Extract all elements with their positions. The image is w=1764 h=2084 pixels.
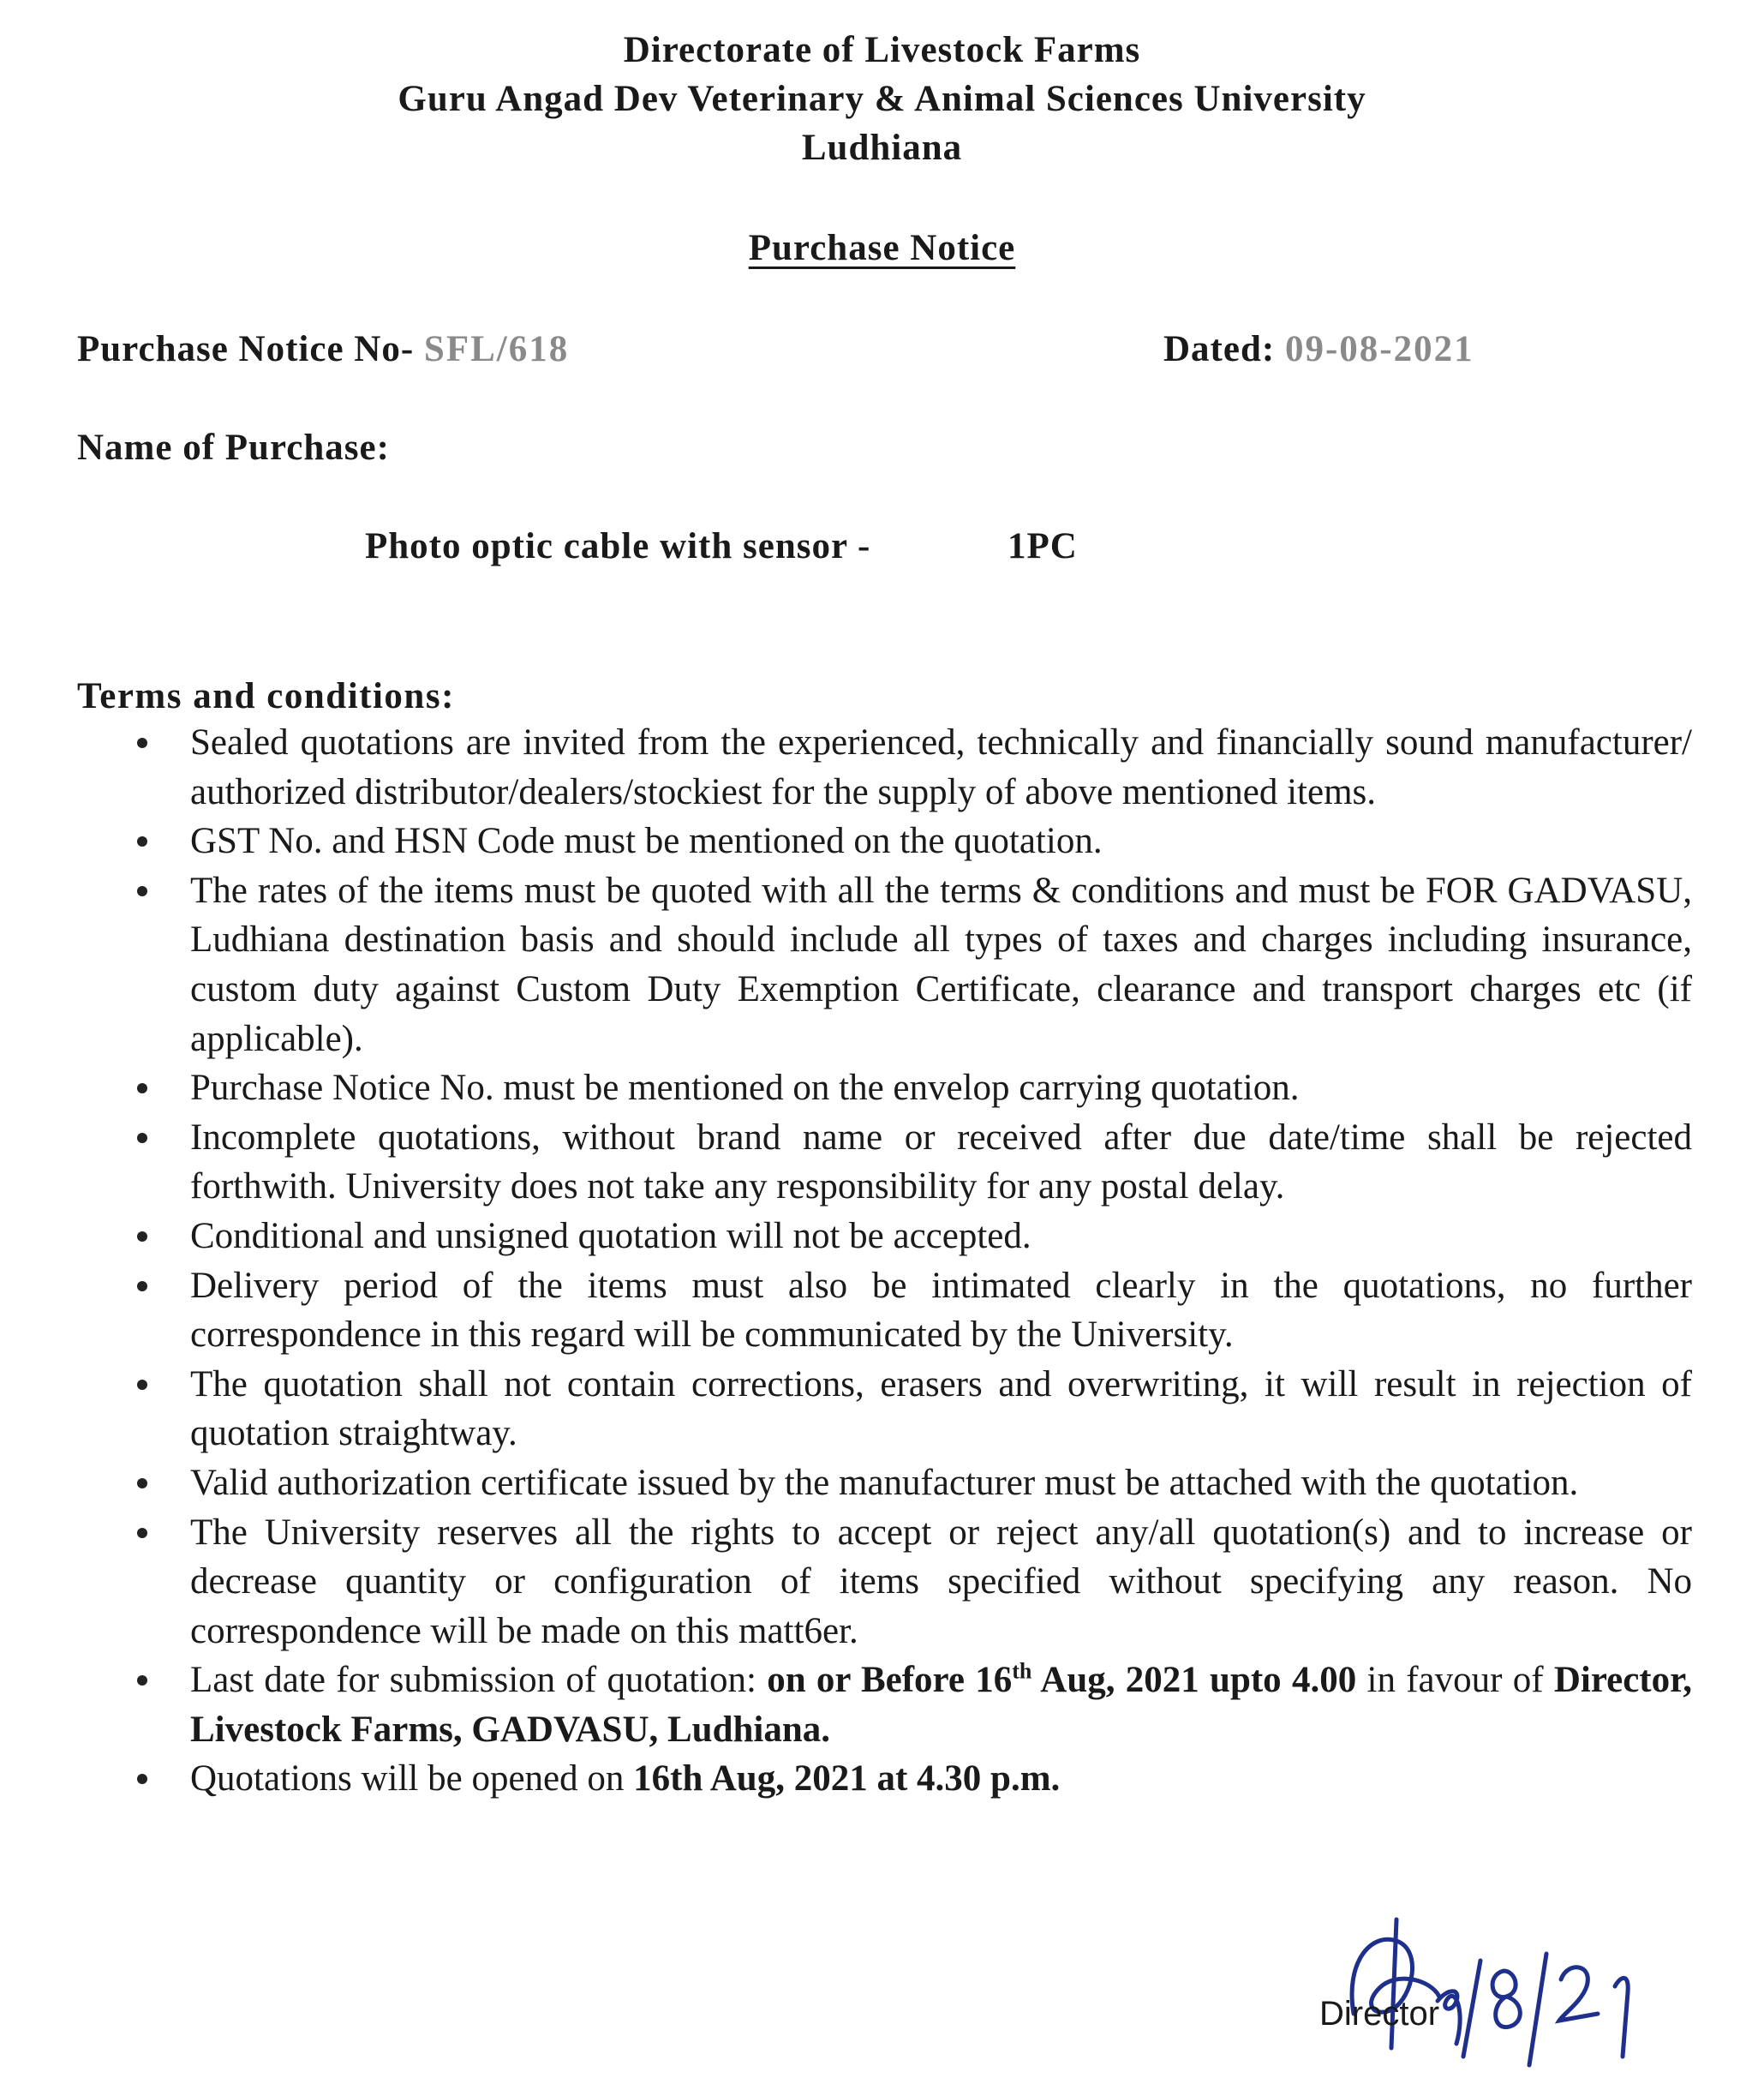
term-item bbox=[0, 1113, 1764, 1212]
term-text: The quotation shall not contain corrections, erasers and overwriting, it will result in rejection of quotation straightway. bbox=[190, 1363, 1692, 1454]
bullet-icon bbox=[137, 1133, 147, 1143]
term-text: Valid authorization certificate issued by the manufacturer must be attached with the quotation. bbox=[190, 1462, 1579, 1503]
term-text: The University reserves all the rights to accept or reject any/all quotation(s) and to increase or decrease quantity or configuration of items specified without specifying any reason. No correspondence will be made on this matt6er. bbox=[190, 1512, 1692, 1651]
bullet-icon bbox=[137, 1528, 147, 1538]
term-text: GST No. and HSN Code must be mentioned on the quotation. bbox=[190, 821, 1103, 862]
handwritten-signature bbox=[1311, 1885, 1671, 2084]
item-name: Photo optic cable with sensor - bbox=[365, 526, 871, 566]
term-item bbox=[0, 1063, 1764, 1113]
bullet-icon bbox=[137, 836, 147, 847]
term-text: Sealed quotations are invited from the experienced, technically and financially sound manufacturer/ authorized distributor/dealers/stockiest for the supply of above mentioned items. bbox=[190, 722, 1692, 812]
last-date-superscript: th bbox=[1012, 1658, 1032, 1684]
opening-prefix: Quotations will be opened on bbox=[190, 1758, 634, 1800]
term-text: Delivery period of the items must also be intimated clearly in the quotations, no further correspondence in this regard will be communicated by the University. bbox=[190, 1265, 1692, 1356]
bullet-icon bbox=[137, 738, 147, 748]
bullet-icon bbox=[137, 1281, 147, 1291]
notice-number-value: SFL/618 bbox=[423, 329, 570, 369]
term-item bbox=[0, 1261, 1764, 1360]
term-item bbox=[0, 866, 1764, 1063]
bullet-icon bbox=[137, 886, 147, 896]
term-item bbox=[0, 817, 1764, 866]
term-text: The rates of the items must be quoted with all the terms & conditions and must be FOR GADVASU, Ludhiana destination basis and should include all types of taxes and charges including insurance, custom duty against Custom Duty Exemption Certificate, clearance and transport charges etc (if applicable). bbox=[190, 870, 1692, 1059]
notice-date bbox=[1163, 324, 1474, 375]
notice-info-row bbox=[77, 324, 1687, 375]
term-item bbox=[0, 1212, 1764, 1261]
bullet-icon bbox=[137, 1675, 147, 1686]
title-text: Purchase Notice bbox=[748, 228, 1016, 268]
document-title bbox=[0, 225, 1764, 272]
opening-bold: 16th Aug, 2021 at 4.30 p.m. bbox=[633, 1758, 1061, 1800]
last-date-bold-1: on or Before 16 bbox=[767, 1660, 1013, 1701]
bullet-icon bbox=[137, 1774, 147, 1784]
bullet-icon bbox=[137, 1478, 147, 1488]
terms-list bbox=[0, 718, 1764, 1804]
university-name: Guru Angad Dev Veterinary & Animal Sciences University bbox=[398, 79, 1366, 119]
term-item bbox=[0, 1508, 1764, 1656]
term-text: Incomplete quotations, without brand name or received after due date/time shall be rejected forthwith. University does not take any responsibility for any postal delay. bbox=[190, 1117, 1692, 1207]
notice-number-label: Purchase Notice No- bbox=[77, 329, 415, 369]
bullet-icon bbox=[137, 1083, 147, 1093]
signatory-designation: Director bbox=[1319, 1995, 1440, 2033]
terms-heading: Terms and conditions: bbox=[77, 676, 455, 716]
name-of-purchase-heading: Name of Purchase: bbox=[77, 428, 390, 468]
term-text: Conditional and unsigned quotation will not be accepted. bbox=[190, 1215, 1031, 1256]
bullet-icon bbox=[137, 1231, 147, 1242]
last-date-prefix: Last date for submission of quotation: bbox=[190, 1660, 768, 1701]
city-name: Ludhiana bbox=[801, 128, 963, 168]
term-item bbox=[0, 1360, 1764, 1458]
notice-number bbox=[77, 324, 569, 375]
bullet-icon bbox=[137, 1380, 147, 1390]
term-item-opening bbox=[0, 1754, 1764, 1804]
notice-date-label: Dated: bbox=[1163, 329, 1276, 369]
last-date-middle: in favour of bbox=[1356, 1660, 1554, 1701]
last-date-bold-2: Aug, 2021 upto 4.00 bbox=[1031, 1660, 1357, 1701]
term-text: Purchase Notice No. must be mentioned on the envelop carrying quotation. bbox=[190, 1068, 1300, 1109]
term-item bbox=[0, 1458, 1764, 1508]
document-header bbox=[0, 26, 1764, 172]
term-item-last-date bbox=[0, 1656, 1764, 1754]
term-item bbox=[0, 718, 1764, 817]
last-date-bold-3: Director, Livestock Farms, GADVASU, Ludhiana. bbox=[190, 1660, 1693, 1750]
notice-date-value: 09-08-2021 bbox=[1284, 329, 1474, 369]
directorate-name: Directorate of Livestock Farms bbox=[623, 30, 1141, 70]
item-quantity: 1PC bbox=[1008, 526, 1078, 566]
